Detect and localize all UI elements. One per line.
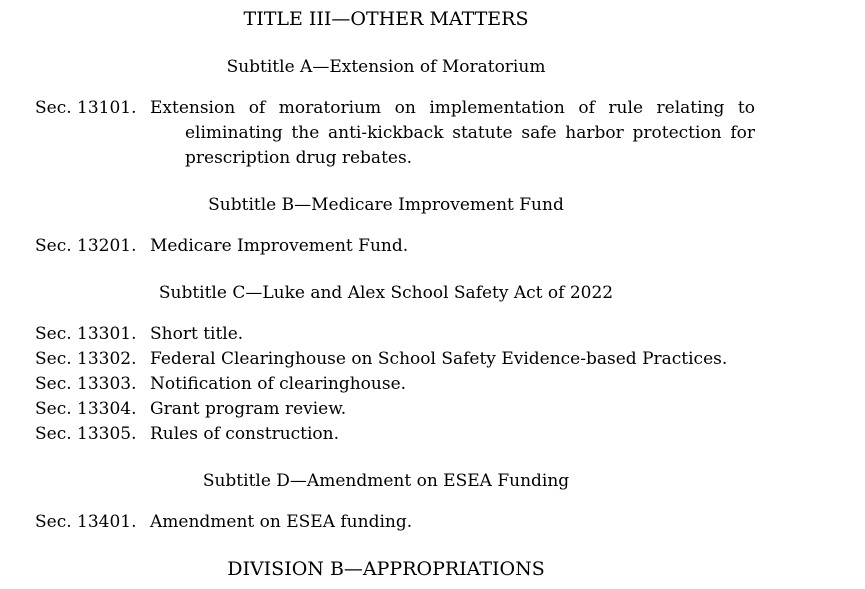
section-text: Short title. [150,324,244,344]
section-number: Sec. 13305. [35,424,137,444]
section-entry [35,510,755,535]
section-entry [35,422,755,447]
section-number: Sec. 13301. [35,324,137,344]
section-number: Sec. 13101. [35,98,137,118]
section-text: Grant program review. [150,399,347,419]
section-text: Extension of moratorium on implementation of rule relating to eliminating the anti-kickback statute safe harbor protection for prescription drug rebates. [150,98,755,168]
subtitle-a-heading: Subtitle A—Extension of Moratorium [226,57,546,77]
section-entry [35,347,755,372]
section-entry [35,96,755,171]
division-heading: DIVISION B—APPROPRIATIONS [227,558,545,580]
section-text: Medicare Improvement Fund. [150,236,409,256]
section-text: Notification of clearinghouse. [150,374,407,394]
section-entry [35,397,755,422]
section-entry [35,372,755,397]
section-number: Sec. 13302. [35,349,137,369]
section-text: Amendment on ESEA funding. [150,512,413,532]
subtitle-b-heading: Subtitle B—Medicare Improvement Fund [208,195,564,215]
section-text: Rules of construction. [150,424,340,444]
section-number: Sec. 13401. [35,512,137,532]
subtitle-c-heading: Subtitle C—Luke and Alex School Safety Act of 2022 [158,283,614,303]
section-number: Sec. 13201. [35,236,137,256]
section-number: Sec. 13303. [35,374,137,394]
section-entry [35,234,755,259]
title-heading: TITLE III—OTHER MATTERS [243,8,529,30]
section-number: Sec. 13304. [35,399,137,419]
subtitle-d-heading: Subtitle D—Amendment on ESEA Funding [202,471,570,491]
section-text: Federal Clearinghouse on School Safety Evidence-based Practices. [150,349,728,369]
section-entry [35,322,755,347]
